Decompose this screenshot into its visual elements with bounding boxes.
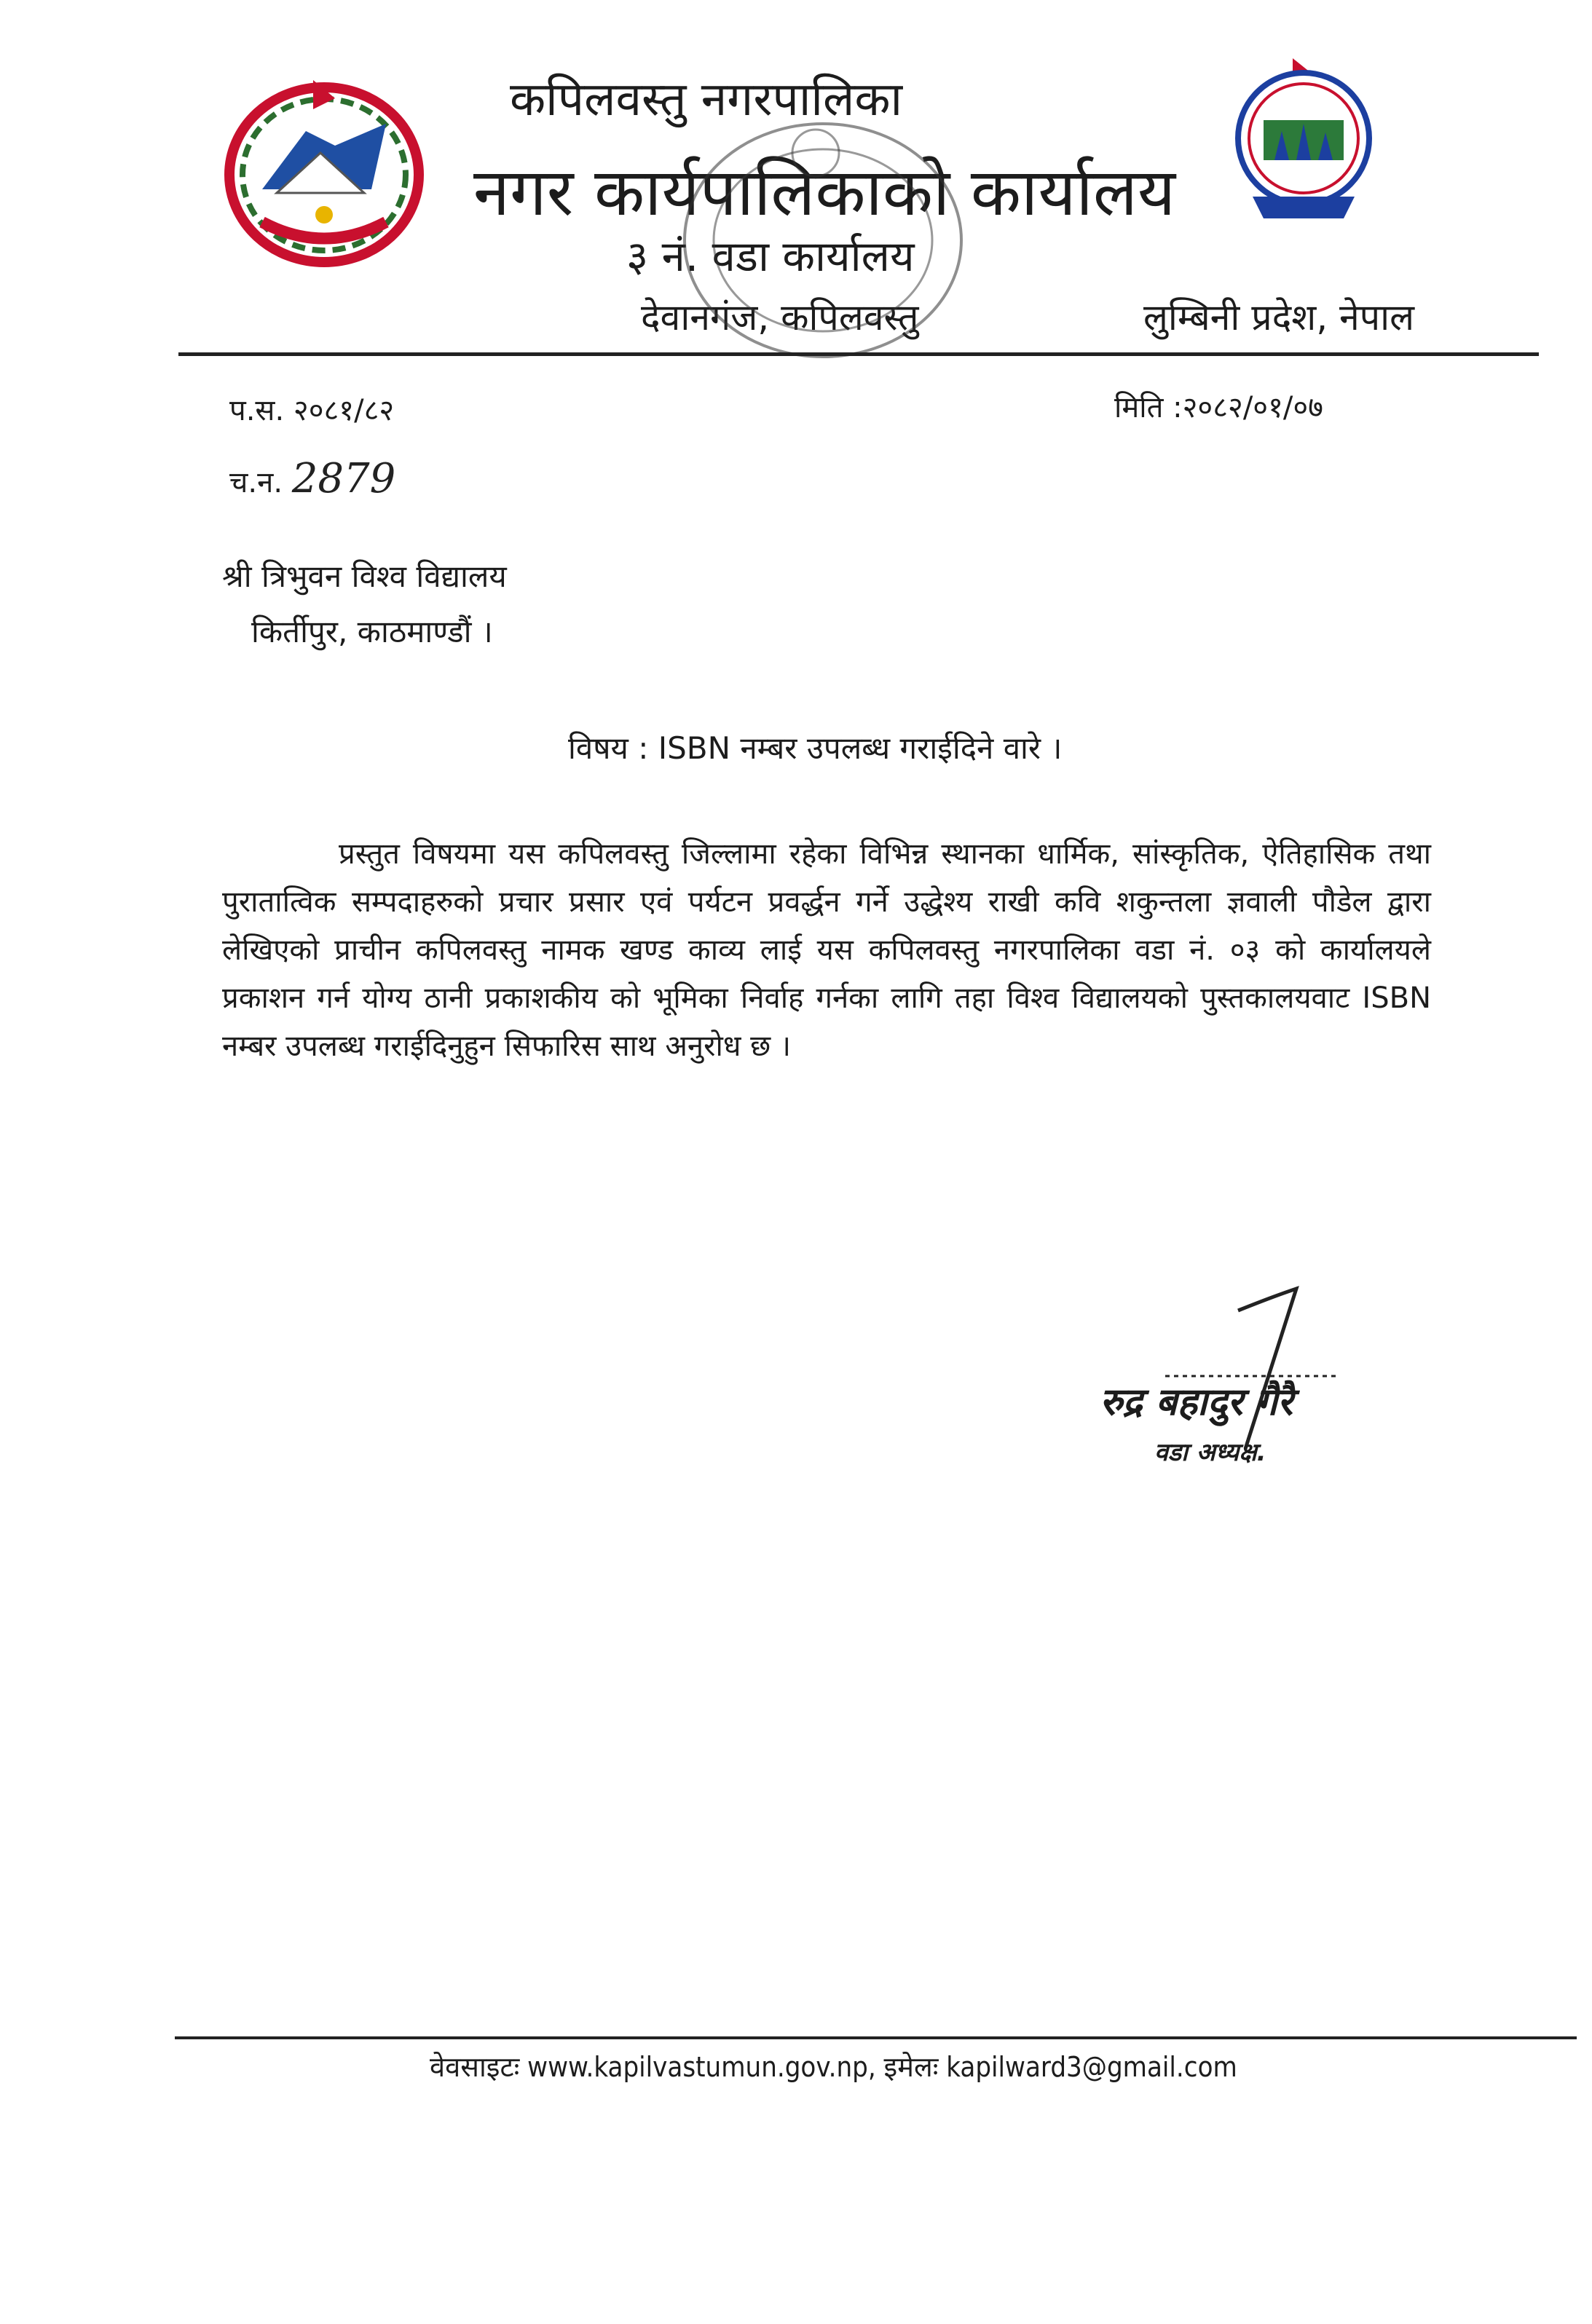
ward-office: ३ नं. वडा कार्यालय <box>626 232 915 281</box>
province-name: लुम्बिनी प्रदेश, नेपाल <box>1143 296 1415 339</box>
recipient-name: श्री त्रिभुवन विश्व विद्यालय <box>222 558 507 594</box>
letter-date: मिति :२०८२/०१/०७ <box>1114 391 1323 424</box>
municipality-logo-icon <box>1223 51 1384 233</box>
letter-subject: विषय : ISBN नम्बर उपलब्ध गराईदिने वारे । <box>568 730 1063 766</box>
office-stamp-icon <box>670 109 976 371</box>
footer-contact: वेवसाइटः www.kapilvastumun.gov.np, इमेलः kapilward3@gmail.com <box>430 2051 1237 2083</box>
office-title: नगर कार्यपालिकाको कार्यालय <box>473 154 1176 231</box>
footer-divider <box>175 2036 1577 2039</box>
signatory-title: वडा अध्यक्ष. <box>1154 1438 1266 1467</box>
dispatch-line <box>229 455 395 502</box>
nepal-emblem-icon <box>218 66 430 269</box>
office-location: देवानगंज, कपिलवस्तु <box>641 296 919 339</box>
signatory-name: रुद्र बहादुर गैरै <box>1100 1380 1293 1424</box>
municipality-name: कपिलवस्तु नगरपालिका <box>510 73 903 127</box>
reference-number: प.स. २०८१/८२ <box>229 394 395 427</box>
recipient-address: किर्तीपुर, काठमाण्डौं । <box>251 614 493 649</box>
dispatch-label: च.न. <box>229 466 283 499</box>
letter-body: प्रस्तुत विषयमा यस कपिलवस्तु जिल्लामा रहेका विभिन्न स्थानका धार्मिक, सांस्कृतिक, ऐतिहासिक तथा पुरातात्विक सम्पदाहरुको प्रचार प्रसार एवं पर्यटन प्रवर्द्धन गर्ने उद्धेश्य राखी कवि शकुन्तला ज्ञवाली पौडेल द्वारा लेखिएको प्राचीन कपिलवस्तु नामक खण्ड काव्य लाई यस कपिलवस्तु नगरपालिका वडा नं. ०३ को कार्यालयले प्रकाशन गर्न योग्य ठानी प्रकाशकीय को भूमिका निर्वाह गर्नका लागि तहा विश्व विद्यालयको पुस्तकालयवाट ISBN नम्बर उपलब्ध गराईदिनुहुन सिफारिस साथ अनुरोध छ । <box>222 837 1431 1063</box>
dispatch-number: 2879 <box>291 455 396 502</box>
header-divider <box>178 352 1539 356</box>
